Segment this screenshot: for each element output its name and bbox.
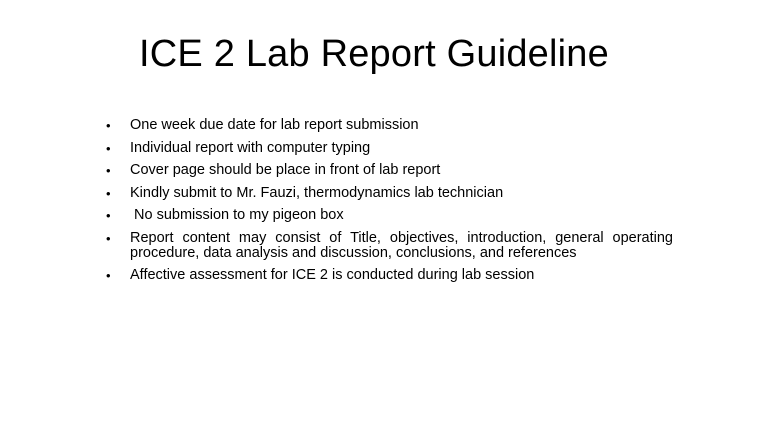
bullet-text: No submission to my pigeon box: [130, 207, 344, 223]
bullet-icon: •: [106, 163, 111, 178]
list-item: [106, 208, 673, 223]
bullet-icon: •: [106, 118, 111, 133]
bullet-icon: •: [106, 208, 111, 223]
bullet-icon: •: [106, 268, 111, 283]
slide-title: ICE 2 Lab Report Guideline: [139, 33, 609, 75]
list-item: [106, 231, 673, 261]
bullet-icon: •: [106, 230, 111, 246]
bullet-icon: •: [106, 185, 111, 201]
bullet-text: Affective assessment for ICE 2 is conducted during lab session: [130, 267, 535, 283]
bullet-list: [106, 118, 673, 291]
bullet-text: Report content may consist of Title, objectives, introduction, general operating procedure, data analysis and discussion, conclusions, and references: [130, 229, 673, 261]
list-item: [106, 141, 673, 156]
bullet-icon: •: [106, 140, 111, 156]
bullet-text: Individual report with computer typing: [130, 139, 371, 156]
list-item: [106, 163, 673, 178]
bullet-text: Cover page should be place in front of lab report: [130, 162, 441, 178]
bullet-text: One week due date for lab report submission: [130, 117, 419, 133]
list-item: [106, 268, 673, 283]
list-item: [106, 118, 673, 133]
list-item: [106, 186, 673, 201]
bullet-text: Kindly submit to Mr. Fauzi, thermodynamics lab technician: [130, 184, 504, 201]
